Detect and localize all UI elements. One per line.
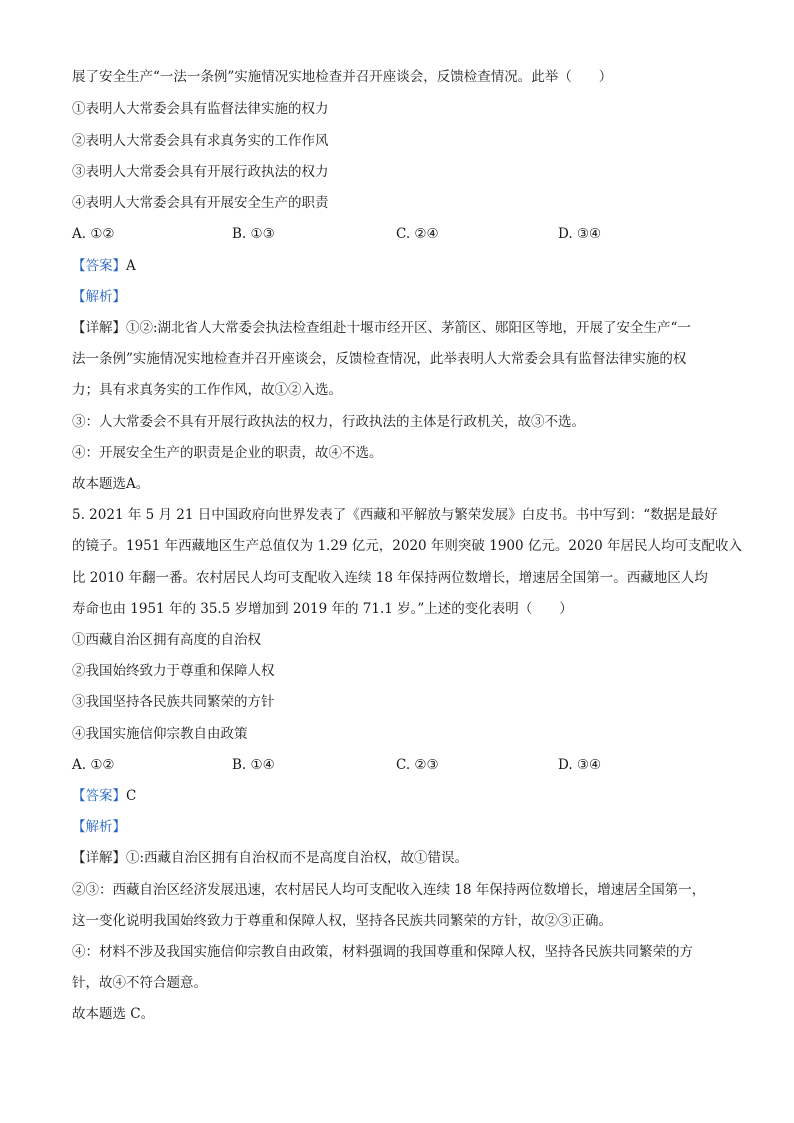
q5-item-2: ②我国始终致力于尊重和保障人权: [72, 663, 275, 679]
q4-item-4: ④表明人大常委会具有开展安全生产的职责: [72, 195, 329, 211]
answer-tag: 【答案】: [72, 788, 126, 804]
answer-value: A: [126, 258, 136, 274]
q4-detail-line-3: 力；具有求真务实的工作作风，故①②入选。: [72, 382, 342, 398]
answer-tag: 【答案】: [72, 258, 126, 274]
q4-option-a: A. ①②: [72, 226, 115, 242]
q5-stem-line-4: 寿命也由 1951 年的 35.5 岁增加到 2019 年的 71.1 岁。”上述的变化表明（ ）: [72, 601, 573, 617]
q4-answer-line: [72, 257, 732, 275]
q5-answer-line: [72, 787, 732, 805]
q5-option-c: C. ②③: [396, 757, 439, 773]
q5-conclusion: 故本题选 C。: [72, 1006, 155, 1022]
q4-analysis-tag: [72, 288, 732, 306]
q4-item-3: ③表明人大常委会具有开展行政执法的权力: [72, 164, 329, 180]
q5-detail-line-4: ④：材料不涉及我国实施信仰宗教自由政策，材料强调的我国尊重和保障人权，坚持各民族共同繁荣的方: [72, 944, 693, 960]
q5-detail-line-1: [72, 849, 732, 867]
q4-conclusion: 故本题选A。: [72, 476, 150, 492]
analysis-tag: 【解析】: [72, 289, 126, 305]
q5-analysis-tag: [72, 818, 732, 836]
q4-stem-tail: 展了安全生产“一法一条例”实施情况实地检查并召开座谈会，反馈检查情况。此举（ ）: [72, 69, 613, 85]
q5-item-3: ③我国坚持各民族共同繁荣的方针: [72, 694, 275, 710]
q5-option-b: B. ①④: [232, 757, 275, 773]
q4-option-b: B. ①③: [232, 226, 275, 242]
q5-item-4: ④我国实施信仰宗教自由政策: [72, 726, 248, 742]
q5-option-d: D. ③④: [558, 757, 602, 773]
q5-item-1: ①西藏自治区拥有高度的自治权: [72, 632, 261, 648]
detail-tag: 【详解】: [72, 850, 126, 866]
q4-item-2: ②表明人大常委会具有求真务实的工作作风: [72, 133, 329, 149]
q5-option-a: A. ①②: [72, 757, 115, 773]
q4-detail-line-4: ③：人大常委会不具有开展行政执法的权力，行政执法的主体是行政机关，故③不选。: [72, 414, 585, 430]
answer-value: C: [126, 788, 137, 804]
q4-option-d: D. ③④: [558, 226, 602, 242]
q4-detail-line-1: [72, 319, 732, 337]
q4-item-1: ①表明人大常委会具有监督法律实施的权力: [72, 101, 329, 117]
detail-text: ①:西藏自治区拥有自治权而不是高度自治权，故①错误。: [126, 850, 469, 866]
detail-text: ①②:湖北省人大常委会执法检查组赴十堰市经开区、茅箭区、郧阳区等地，开展了安全生产“一: [126, 320, 691, 336]
q4-option-c: C. ②④: [396, 226, 439, 242]
analysis-tag: 【解析】: [72, 819, 126, 835]
q5-stem-line-2: 的镜子。1951 年西藏地区生产总值仅为 1.29 亿元，2020 年则突破 1900 亿元。2020 年居民人均可支配收入: [72, 538, 743, 554]
q5-stem-line-1: 5. 2021 年 5 月 21 日中国政府向世界发表了《西藏和平解放与繁荣发展》白皮书。书中写到：“数据是最好: [72, 507, 718, 523]
q4-detail-line-2: 法一条例”实施情况实地检查并召开座谈会，反馈检查情况，此举表明人大常委会具有监督法律实施的权: [72, 351, 687, 367]
q5-stem-line-3: 比 2010 年翻一番。农村居民人均可支配收入连续 18 年保持两位数增长，增速居全国第一。西藏地区人均: [72, 570, 708, 586]
q5-detail-line-2: ②③：西藏自治区经济发展迅速，农村居民人均可支配收入连续 18 年保持两位数增长，增速居全国第一，: [72, 882, 706, 898]
q4-detail-line-5: ④：开展安全生产的职责是企业的职责，故④不选。: [72, 445, 383, 461]
q5-detail-line-5: 针，故④不符合题意。: [72, 975, 207, 991]
q5-detail-line-3: 这一变化说明我国始终致力于尊重和保障人权，坚持各民族共同繁荣的方针，故②③正确。: [72, 913, 612, 929]
detail-tag: 【详解】: [72, 320, 126, 336]
